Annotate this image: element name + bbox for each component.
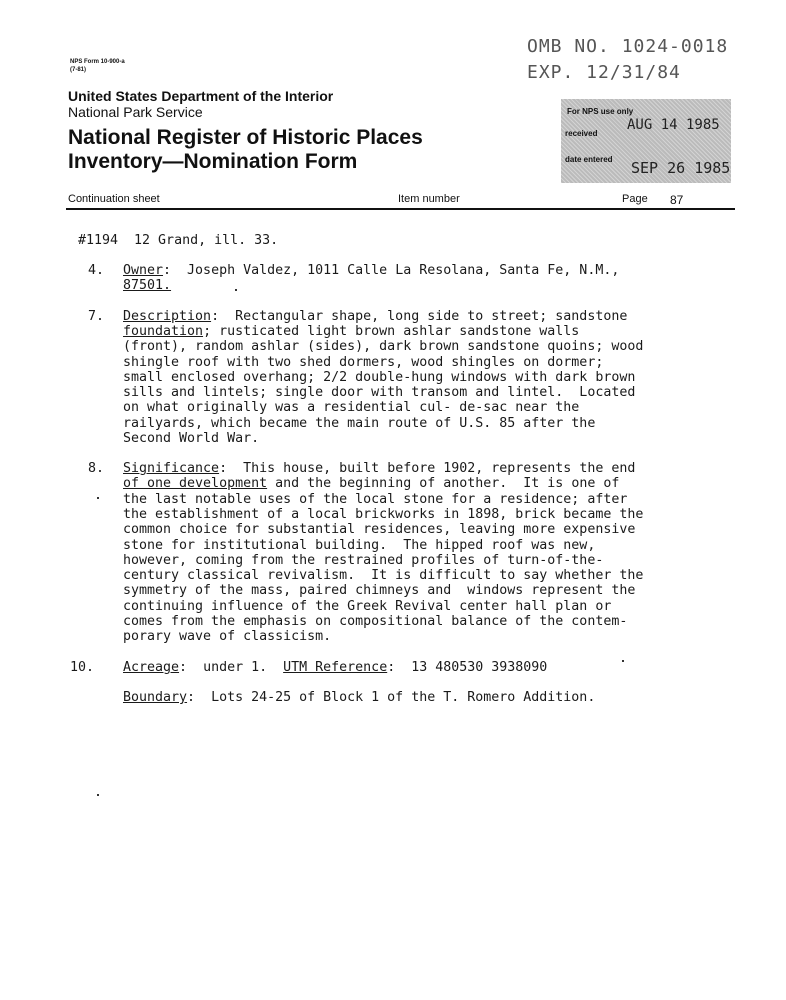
utm-value: : 13 480530 3938090: [387, 660, 548, 675]
item-7-line-4: shingle roof with two shed dormers, wood shingles on dormer;: [123, 355, 604, 370]
item-7-line-8: railyards, which became the main route of U.S. 85 after the: [123, 416, 596, 431]
stamp-received-date: AUG 14 1985: [627, 117, 720, 133]
omb-expiration: EXP. 12/31/84: [527, 62, 681, 83]
utm-label: UTM Reference: [283, 660, 388, 675]
department-name: United States Department of the Interior: [68, 88, 334, 104]
stamp-entered-label: date entered: [565, 155, 613, 164]
form-number-text: NPS Form 10-900-a: [70, 59, 125, 65]
header-divider: [66, 208, 735, 210]
item-8-label: Significance: [123, 461, 220, 476]
service-name: National Park Service: [68, 104, 203, 120]
item-7-line-7: on what originally was a residential cul- de-sac near the: [123, 400, 580, 415]
form-title-line2: Inventory—Nomination Form: [68, 150, 358, 173]
item-7-number: 7.: [87, 309, 104, 324]
item-10-acreage-line: [123, 660, 547, 675]
stamp-received-label: received: [565, 129, 598, 138]
page-number: 87: [670, 193, 684, 207]
form-number: [70, 58, 125, 74]
form-title: [68, 126, 423, 174]
boundary-label: Boundary: [123, 690, 188, 705]
item-7-line-1: [123, 309, 627, 324]
item-8-line-6: stone for institutional building. The hipped roof was new,: [123, 538, 596, 553]
scan-speck: [622, 660, 624, 662]
item-10-boundary-line: [123, 690, 595, 705]
item-7-line-2: [123, 324, 579, 339]
nps-received-stamp: [561, 99, 731, 183]
item-8-line-9: symmetry of the mass, paired chimneys and windows represent the: [123, 583, 636, 598]
item-8-line-8: century classical revivalism. It is difficult to say whether the: [123, 568, 644, 583]
item-4-number: 4.: [87, 263, 104, 278]
stamp-entered-date: SEP 26 1985: [631, 159, 731, 177]
item-8-line-5: common choice for substantial residences, leaving more expensive: [123, 522, 636, 537]
item-number-label: Item number: [398, 193, 460, 205]
page-label: Page: [622, 193, 648, 205]
item-7-line-6: sills and lintels; single door with transom and lintel. Located: [123, 385, 636, 400]
item-8-line-1: [123, 461, 635, 476]
item-7-text-2b: ; rusticated light brown ashlar sandstone walls: [203, 324, 580, 339]
item-8-text-2b: and the beginning of another. It is one of: [267, 476, 620, 491]
acreage-label: Acreage: [123, 660, 180, 675]
item-7-label: Description: [123, 309, 212, 324]
scan-speck: [97, 497, 99, 499]
stamp-nps-label: For NPS use only: [567, 107, 634, 116]
item-7-line-3: (front), random ashlar (sides), dark brown sandstone quoins; wood: [123, 339, 644, 354]
scan-speck: [97, 794, 99, 796]
continuation-sheet-label: Continuation sheet: [68, 193, 160, 205]
item-8-line-11: comes from the emphasis on compositional balance of the contem-: [123, 614, 628, 629]
item-4-label: Owner: [123, 263, 164, 278]
item-8-line-4: the establishment of a local brickworks in 1898, brick became the: [123, 507, 644, 522]
item-10-number: 10.: [69, 660, 94, 675]
boundary-value: : Lots 24-25 of Block 1 of the T. Romero Addition.: [187, 690, 596, 705]
item-7-text-1: : Rectangular shape, long side to street; sandstone: [211, 309, 628, 324]
acreage-value: : under 1.: [179, 660, 284, 675]
item-8-line-2: [123, 476, 619, 491]
item-4-text-1: : Joseph Valdez, 1011 Calle La Resolana, Santa Fe, N.M.,: [163, 263, 620, 278]
omb-number: OMB NO. 1024-0018: [527, 36, 729, 57]
item-8-text-1: : This house, built before 1902, represents the end: [219, 461, 636, 476]
item-8-line-3: the last notable uses of the local stone for a residence; after: [123, 492, 628, 507]
omb-block: [527, 34, 728, 86]
item-7-line-9: Second World War.: [123, 431, 260, 446]
item-4-line-2: [123, 278, 171, 293]
form-revision-text: (7-81): [70, 67, 87, 73]
item-8-line-7: however, coming from the restrained profiles of turn-of-the-: [123, 553, 604, 568]
item-8-number: 8.: [87, 461, 104, 476]
item-4-line: [123, 263, 619, 278]
item-4-text-2: 87501.: [123, 278, 172, 293]
item-8-line-12: porary wave of classicism.: [123, 629, 332, 644]
item-8-text-2a: of one development: [123, 476, 268, 491]
item-8-line-10: continuing influence of the Greek Revival center hall plan or: [123, 599, 612, 614]
item-7-text-2a: foundation: [123, 324, 204, 339]
scan-speck: [235, 289, 237, 291]
item-7-line-5: small enclosed overhang; 2/2 double-hung windows with dark brown: [123, 370, 636, 385]
record-line: #1194 12 Grand, ill. 33.: [78, 233, 279, 248]
form-title-line1: National Register of Historic Places: [68, 126, 423, 149]
